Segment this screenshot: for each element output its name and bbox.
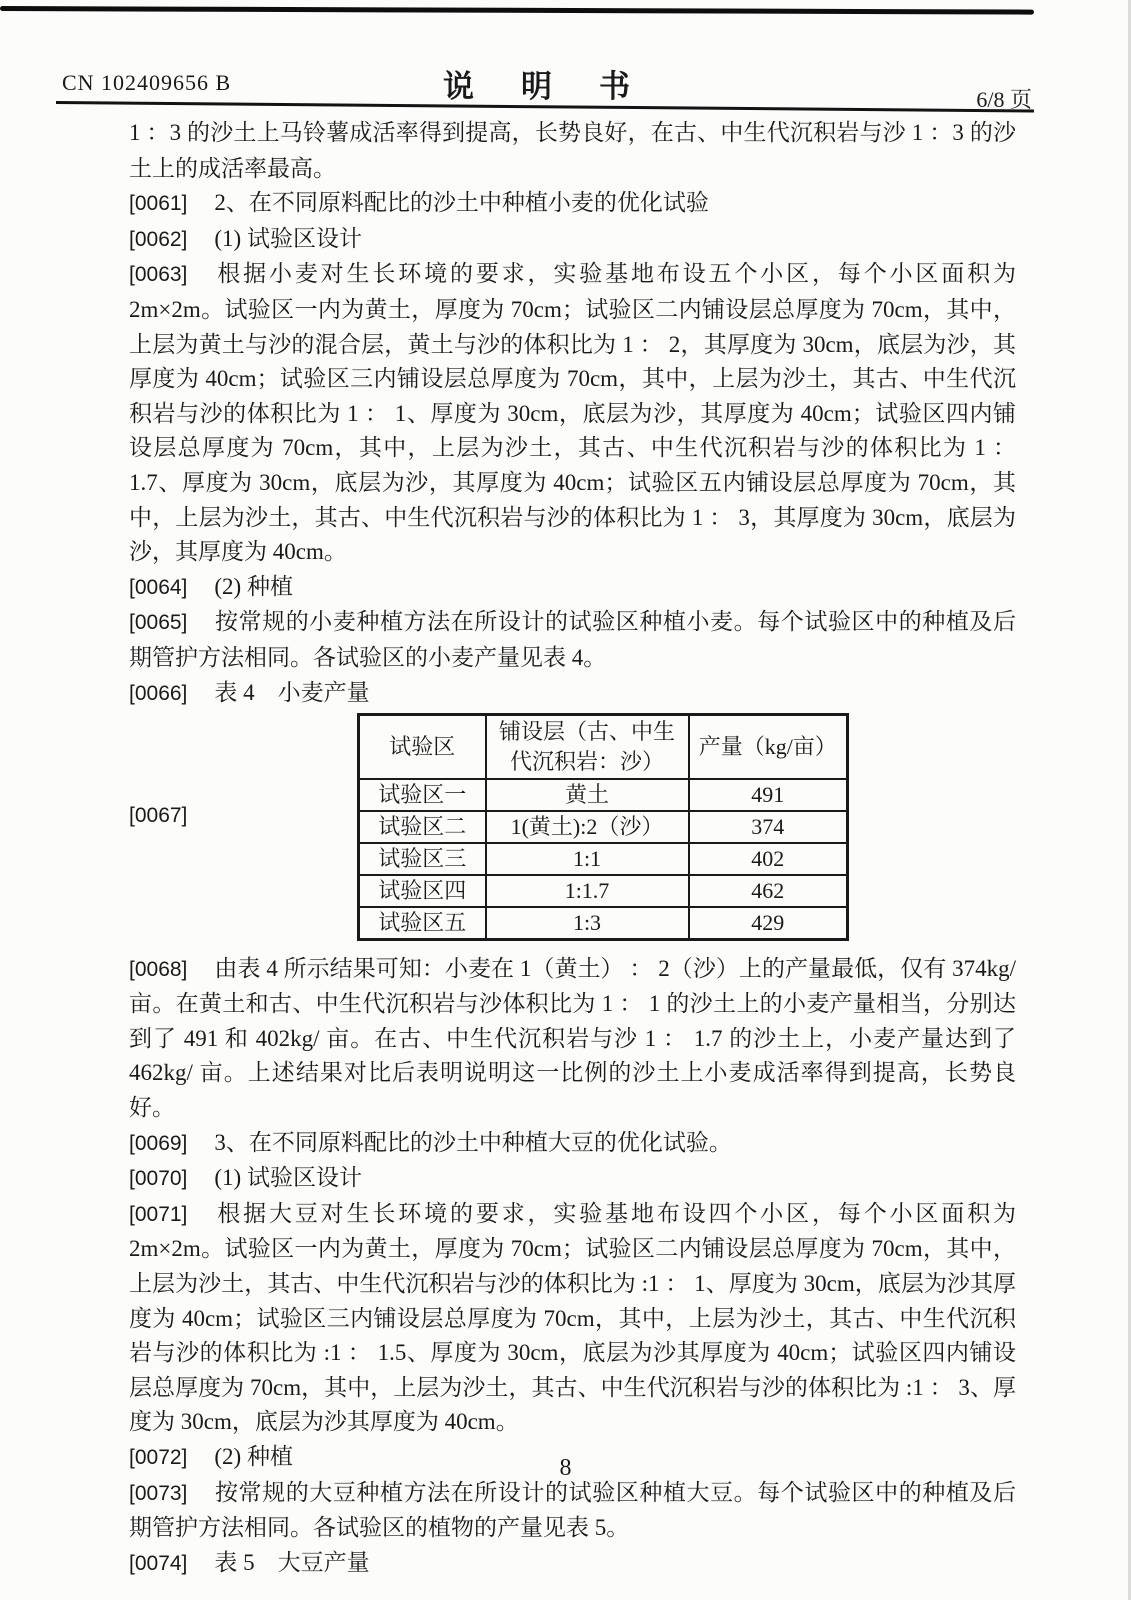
paragraph: [129, 605, 1016, 675]
cell-test-area: 试验区三: [359, 843, 486, 875]
paragraph-number: [0065]: [129, 611, 188, 635]
paragraph-number: [0061]: [129, 192, 188, 216]
paragraph-text: 根据小麦对生长环境的要求，实验基地布设五个小区，每个小区面积为 2m×2m。试验区一内为黄土，厚度为 70cm；试验区二内铺设层总厚度为 70cm，其中，上层为黄土与沙的混合层，黄土与沙的体积比为 1 ： 2，其厚度为 30cm，底层为沙，其厚度为 40cm；试验区三内铺设层总厚度为 70cm，其中，上层为沙土，其古、中生代沉积岩与沙的体积比为 1 ： 1、厚度为 30cm，底层为沙，其厚度为 40cm；试验区四内铺设层总厚度为 70cm，其中，上层为沙土，其古、中生代沉积岩与沙的体积比为 1 ： 1.7、厚度为 30cm，底层为沙，其厚度为 40cm；试验区五内铺设层总厚度为 70cm，其中，上层为沙土，其古、中生代沉积岩与沙的体积比为 1 ： 3，其厚度为 30cm，底层为沙，其厚度为 40cm。: [129, 261, 1016, 565]
header-doc-number: CN 102409656 B: [62, 70, 232, 95]
col-header-layer-ratio: 铺设层（古、中生代沉积岩：沙）: [486, 715, 689, 779]
paragraph-text: (1) 试验区设计: [214, 225, 362, 251]
paragraph-number: [0069]: [129, 1131, 188, 1155]
cell-yield: 429: [689, 907, 848, 940]
table-4-wrapper: [129, 713, 846, 941]
paragraph-text: 2、在不同原料配比的沙土中种植小麦的优化试验: [214, 190, 709, 216]
paragraph-text: 3、在不同原料配比的沙土中种植大豆的优化试验。: [214, 1129, 732, 1155]
table-row: [359, 907, 848, 940]
header-page-indicator: 6/8 页: [976, 87, 1032, 112]
paragraph: [129, 1161, 1016, 1197]
paragraph-text: 按常规的小麦种植方法在所设计的试验区种植小麦。每个试验区中的种植及后期管护方法相同。各试验区的小麦产量见表 4。: [129, 609, 1016, 670]
paragraph-list-top: [129, 116, 1016, 711]
col-header-test-area: 试验区: [359, 715, 486, 779]
paragraph-text: (2) 种植: [214, 573, 293, 599]
paragraph-text: 表 5 大豆产量: [214, 1549, 370, 1575]
paragraph: [129, 1546, 1016, 1582]
paragraph: [129, 676, 1016, 712]
cell-test-area: 试验区二: [359, 811, 486, 843]
paragraph: [129, 952, 1016, 1126]
header-doc-title: 说 明 书: [443, 69, 638, 104]
cell-test-area: 试验区四: [359, 875, 486, 907]
col-header-yield: 产量（kg/亩）: [689, 715, 848, 779]
paragraph-text: 表 4 小麦产量: [214, 679, 370, 705]
paragraph-list-bottom: [129, 952, 1016, 1582]
table-4-wheat-yield: [357, 713, 849, 941]
table-row: [359, 843, 848, 875]
paragraph-number: [0063]: [129, 263, 188, 287]
table-row: [359, 779, 848, 811]
table-header-row: [359, 715, 848, 779]
paragraph-number: [0072]: [129, 1445, 188, 1469]
paragraph: [129, 186, 1016, 222]
paragraph: [129, 116, 1016, 186]
paragraph-number: [0074]: [129, 1551, 188, 1575]
paragraph-number: [0062]: [129, 227, 188, 251]
paragraph-text: 按常规的大豆种植方法在所设计的试验区种植大豆。每个试验区中的种植及后期管护方法相同。各试验区的植物的产量见表 5。: [129, 1479, 1016, 1541]
paragraph-number: [0070]: [129, 1167, 188, 1191]
footer-page-number: 8: [559, 1455, 572, 1481]
paragraph-text: (1) 试验区设计: [214, 1165, 362, 1191]
paragraph-number: [0066]: [129, 681, 188, 705]
paragraph-number: [0071]: [129, 1202, 188, 1226]
paragraph-number: [0064]: [129, 575, 188, 599]
cell-layer-ratio: 1:1: [486, 843, 689, 875]
paragraph-number-0067: [0067]: [129, 804, 188, 828]
paragraph: [129, 257, 1016, 569]
paragraph-text: 1 ：3 的沙土上马铃薯成活率得到提高，长势良好，在古、中生代沉积岩与沙 1 ：3 的沙土上的成活率最高。: [129, 120, 1016, 181]
cell-test-area: 试验区五: [359, 907, 486, 940]
cell-test-area: 试验区一: [359, 779, 486, 811]
cell-layer-ratio: 黄土: [486, 779, 689, 811]
cell-yield: 462: [689, 875, 848, 907]
cell-layer-ratio: 1:1.7: [486, 875, 689, 907]
paragraph-number: [0073]: [129, 1481, 188, 1505]
paragraph-text: 由表 4 所示结果可知：小麦在 1（黄土） ： 2（沙）上的产量最低，仅有 374kg/ 亩。在黄土和古、中生代沉积岩与沙体积比为 1 ： 1 的沙土上的小麦产量相当，分别达到了 491 和 402kg/ 亩。在古、中生代沉积岩与沙 1 ： 1.7 的沙土上，小麦产量达到了 462kg/ 亩。上述结果对比后表明说明这一比例的沙土上小麦成活率得到提高，长势良好。: [129, 955, 1017, 1120]
paragraph-number: [0068]: [129, 957, 188, 981]
table-body: [359, 779, 848, 940]
paragraph: [129, 1126, 1016, 1162]
paragraph: [129, 1197, 1016, 1440]
paragraph-text: (2) 种植: [214, 1443, 293, 1469]
paragraph-text: 根据大豆对生长环境的要求，实验基地布设四个小区，每个小区面积为 2m×2m。试验区一内为黄土，厚度为 70cm；试验区二内铺设层总厚度为 70cm，其中，上层为沙土，其古、中生代沉积岩与沙的体积比为 :1 ： 1、厚度为 30cm，底层为沙其厚度为 40cm；试验区三内铺设层总厚度为 70cm，其中，上层为沙土，其古、中生代沉积岩与沙的体积比为 :1 ： 1.5、厚度为 30cm，底层为沙其厚度为 40cm；试验区四内铺设层总厚度为 70cm，其中，上层为沙土，其古、中生代沉积岩与沙的体积比为 :1 ： 3、厚度为 30cm，底层为沙其厚度为 40cm。: [129, 1200, 1016, 1435]
scan-top-edge-artifact: [0, 6, 1034, 15]
cell-layer-ratio: 1:3: [486, 907, 689, 940]
document-body: [129, 116, 1016, 1581]
cell-layer-ratio: 1(黄土):2（沙）: [486, 811, 689, 843]
paragraph: [129, 1476, 1016, 1546]
cell-yield: 491: [689, 779, 848, 811]
paragraph: [129, 570, 1016, 606]
cell-yield: 402: [689, 843, 848, 875]
paragraph: [129, 222, 1016, 258]
cell-yield: 374: [689, 811, 848, 843]
table-row: [359, 811, 848, 843]
table-row: [359, 875, 848, 907]
